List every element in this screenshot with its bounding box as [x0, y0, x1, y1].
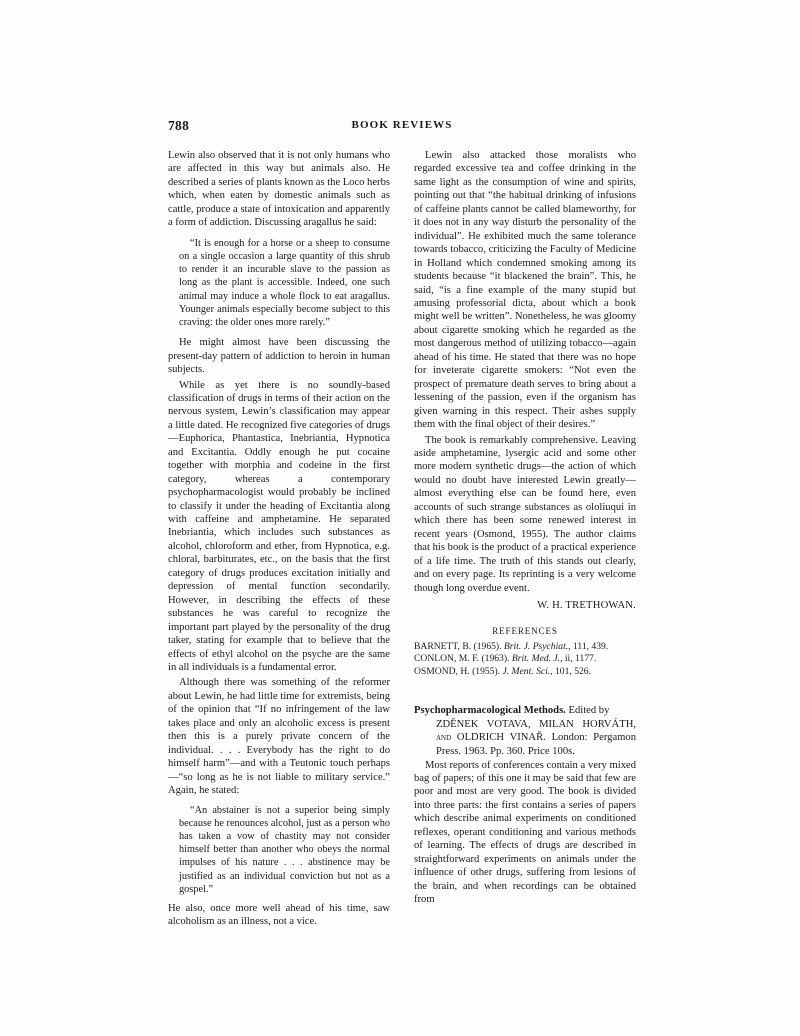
reference-item [414, 666, 636, 678]
next-review-editors: ZDĚNEK VOTAVA, MILAN HORVÁTH, and OLDRICH VINAŘ. [436, 718, 636, 744]
block-quote: “An abstainer is not a superior being simply because he renounces alcohol, just as a person who has taken a vow of chastity may not consider himself better than another who obeys the normal impulses of his nature . . . abstinence may be justified as an individual conviction but not as a gospel.” [179, 804, 390, 895]
reference-year: (1955). [472, 665, 501, 677]
reference-author: BARNETT, B. [414, 640, 472, 652]
reference-item [414, 653, 636, 665]
running-title: BOOK REVIEWS [351, 119, 453, 131]
page-content [168, 118, 636, 929]
page-number: 788 [168, 118, 190, 133]
reference-year: (1965). [473, 640, 502, 652]
paragraph: Lewin also attacked those moralists who regarded excessive tea and coffee drinking in the same light as the consumption of wine and spirits, pointing out that “the habitual drinking of infusions of caffeine plants cannot be called blameworthy, for it does not in any way disturb the personality of the individual”. He exhibited much the same tolerance towards tobacco, criticizing the Faculty of Medicine in Holland which condemned smoking among its students because “it blackened the brain”. This, he said, “is a fine example of the many stupid but amusing professorial dicta, about which a book might well be written”. Nonetheless, he was gloomy about cigarette smoking which he regarded as the most dangerous method of utilizing tobacco—again ahead of his time. He stated that there was no hope for inveterate cigarette smokers: “Not even the prospect of premature death serves to bring about a lessening of the passion, even if the organism has given warning in this respect. Their ashes supply them with the final object of their desires.” [414, 150, 636, 431]
reference-journal: J. Ment. Sci., [502, 665, 553, 677]
reviewer-name: W. H. TRETHOWAN. [537, 599, 636, 611]
paragraph: He also, once more well ahead of his time, saw alcoholism as an illness, not a vice. [168, 902, 390, 928]
right-column [414, 149, 636, 907]
reference-author: CONLON, M. F. [414, 653, 480, 665]
left-column [168, 149, 390, 929]
next-review-imprint: London: Pergamon Press. 1963. Pp. 360. Price 100s. [436, 732, 637, 757]
running-head [168, 118, 636, 140]
block-quote: “It is enough for a horse or a sheep to consume on a single occasion a large quantity of this shrub to render it an incurable slave to the passion as long as the plant is accessible. Indeed, one such animal may induce a whole flock to eat aragallus. Younger animals especially become subject to this craving: the older ones more rarely.” [179, 237, 390, 328]
next-review-edited-by: Edited by [568, 705, 610, 717]
reference-author: OSMOND, H. [414, 665, 470, 677]
reviewer-signature [414, 600, 636, 611]
reference-journal: Brit. J. Psychiat., [503, 640, 571, 652]
next-review-editors-block [414, 718, 636, 759]
references-heading: REFERENCES [492, 625, 558, 636]
paragraph: Most reports of conferences contain a very mixed bag of papers; of this one it may be said that few are poor and most are very good. The book is divided into three parts: the first contains a series of papers which describe animal experiments on conditioned reflexes, operant conditioning and various methods of learning. The effects of drugs are described in straightforward experiments on animals under the influence of other drugs, suffering from lesions of the brain, and when recordings can be obtained from [414, 759, 636, 906]
paragraph: Lewin also observed that it is not only humans who are affected in this way but animals also. He described a series of plants known as the Loco herbs which, when eaten by domestic animals such as cattle, produce a state of intoxication and apparently a form of addiction. Discussing aragallus he said: [168, 150, 390, 229]
two-column-body [168, 149, 636, 929]
reference-journal: Brit. Med. J., [511, 653, 563, 665]
reference-locator: ii, 1177. [564, 653, 597, 665]
paragraph: While as yet there is no soundly-based classification of drugs in terms of their action on the nervous system, Lewin’s classification may appear a little dated. He recognized five categories of drugs—Euphorica, Phantastica, Inebriantia, Hypnotica and Excitantia. Oddly enough he put cocaine together with morphia and codeine in the first category, whereas a contemporary psychopharmacologist would probably be inclined to classify it under the heading of Excitantia along with caffeine and amphetamine. He separated Inebriantia, which includes such substances as alcohol, chloroform and ether, from Hypnotica, e.g. chloral, barbiturates, etc., on the basis that the first category of drugs produces excitation initially and depression of mental function secondarily. However, in describing the effects of these substances he was careful to recognize the important part played by the personality of the drug taker, stating for example that to believe that the effects of ethyl alcohol on the psyche are the same in all individuals is a fundamental error. [168, 379, 390, 674]
next-review-heading [414, 704, 636, 758]
paragraph: He might almost have been discussing the present-day pattern of addiction to heroin in human subjects. [168, 337, 390, 376]
reference-locator: 101, 526. [555, 665, 591, 677]
next-review-title: Psychopharmacological Methods. [414, 705, 566, 717]
reference-locator: 111, 439. [572, 640, 609, 652]
reference-year: (1963). [481, 653, 510, 665]
paragraph: Although there was something of the reformer about Lewin, he had little time for extremists, being of the opinion that “If no infringement of the law takes place and only an alcoholic excess is present then this is a purely private concern of the individual. . . . Everybody has the right to do himself harm”—and with a Teutonic touch perhaps—“so long as he is not liable to military service.” Again, he stated: [168, 677, 390, 797]
reference-item [414, 641, 636, 653]
paragraph: The book is remarkably comprehensive. Leaving aside amphetamine, lysergic acid and some other more modern synthetic drugs—the action of which would no doubt have interested Lewin greatly—almost everything else can be found here, even accounts of such strange substances as ololiuqui in which there has been some renewed interest in recent years (Osmond, 1955). The author claims that his book is the product of a practical experience of a life time. The truth of this stands out clearly, and on every page. Its reprinting is a very welcome though long overdue event. [414, 434, 636, 594]
references-list [414, 641, 636, 678]
